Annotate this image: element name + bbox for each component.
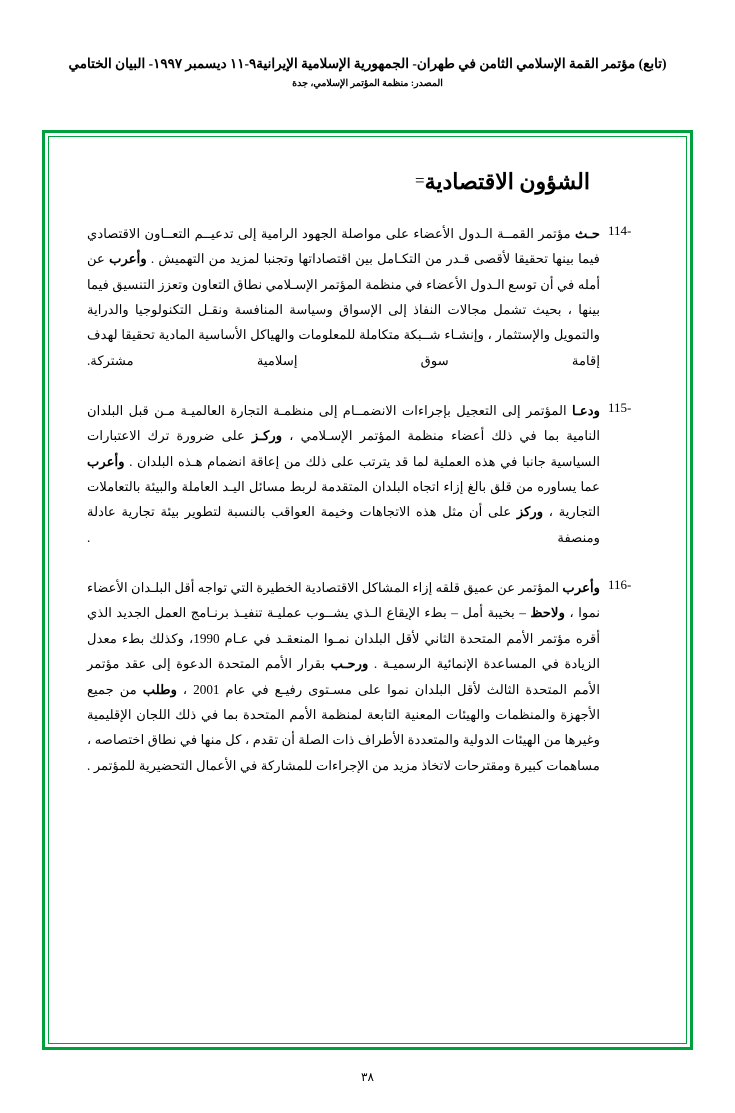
paragraph-text: ودعـا المؤتمر إلى التعجيل بإجراءات الانضمــام إلى منظمـة التجارة العالميـة مـن قبل البلدان النامية بما في ذلك أعضاء منظمة المؤتمر الإسـلامي ، وركـز على ضرورة ترك الاعتبارات السياسية جانبا في هذه العملية لما قد يترتب على ذلك من إعاقة انضمام هـذه البلدان . وأعرب عما يساوره من قلق بالغ إزاء اتجاه البلدان المتقدمة لربط مسائل اليـد العاملة والبيئة بالتعاملات التجارية ، وركز على أن مثل هذه الاتجاهات وخيمة العواقب بالنسبة لتطوير بيئة تجارية عادلة ومنصفة . [87, 403, 601, 545]
paragraph-text: وأعرب المؤتمر عن عميق قلقه إزاء المشاكل الاقتصادية الخطيرة التي تواجه أقل البلـدان الأعضاء نموا ، ولاحظ – بخيبة أمل – بطء الإيقاع الـذي يشــوب عمليـة تنفيـذ برنـامج العمل الجديد الذي أقره مؤتمر الأمم المتحدة الثاني لأقل البلدان نمـوا المنعقـد في عـام 1990، وكذلك بطء معدل الزيادة في المساعدة الإنمائية الرسميـة . ورحـب بقرار الأمم المتحدة الدعوة إلى عقد مؤتمر الأمم المتحدة الثالث لأقل البلدان نموا على مسـتوى رفيـع في عام 2001 ، وطلب من جميع الأجهزة والمنظمات والهيئات المعنية التابعة لمنظمة الأمم المتحدة بما في ذلك اللجان الإقليمية وغيرها من الهيئات الدولية والمتعددة الأطراف ذات الصلة أن تقدم ، كل منها في نطاق اختصاصه ، مساهمات كبيرة ومقترحات لاتخاذ مزيد من الإجراءات للمشاركة في الأعمال التحضيرية للمؤتمر . [87, 580, 600, 773]
section-title-row [87, 169, 648, 195]
paragraph-number: -114 [608, 223, 632, 238]
paragraph-115 [87, 398, 648, 550]
paragraph-text: حـث مؤتمر القمــة الـدول الأعضاء على مواصلة الجهود الرامية إلى تدعيــم التعــاون الاقتصادي فيما بينها تحقيقا لأقصى قـدر من التكـامل بين اقتصاداتها وتجنبا لمزيد من التهميش . وأعرب عن أمله في أن توسع الـدول الأعضاء في منظمة المؤتمر الإسـلامي نطاق التعاون وتعزز التنسيق فيما بينها ، بحيث تشمل مجالات النفاذ إلى الإسواق وسياسة المنافسة ونقـل التكنولوجيا والدراية والتمويل والإستثمار ، وإنشـاء شــبكة متكاملة للمعلومات والهياكل الأساسية المادية تحقيقا لهدف إقامة سوق إسلامية مشتركة. [87, 226, 600, 368]
paragraph-number: -115 [608, 400, 632, 416]
header-source: المصدر: منظمة المؤتمر الإسلامي، جدة [292, 78, 443, 89]
header-title: (تابع) مؤتمر القمة الإسلامي الثامن في طهران- الجمهورية الإسلامية الإيرانية٩-١١ ديسمبر ١٩٩٧- البيان الختامي [68, 56, 667, 71]
page-footer [0, 1070, 735, 1085]
document-content [45, 133, 690, 1047]
paragraph-114 [87, 221, 648, 373]
page-header [45, 55, 690, 92]
page-title: الشؤون الاقتصادية [424, 169, 590, 194]
page-number: ٣٨ [361, 1070, 374, 1084]
equals-bullet-icon: = [415, 171, 425, 190]
paragraph-116 [87, 575, 648, 778]
green-content-frame [42, 130, 693, 1050]
paragraph-number: -116 [608, 577, 632, 593]
